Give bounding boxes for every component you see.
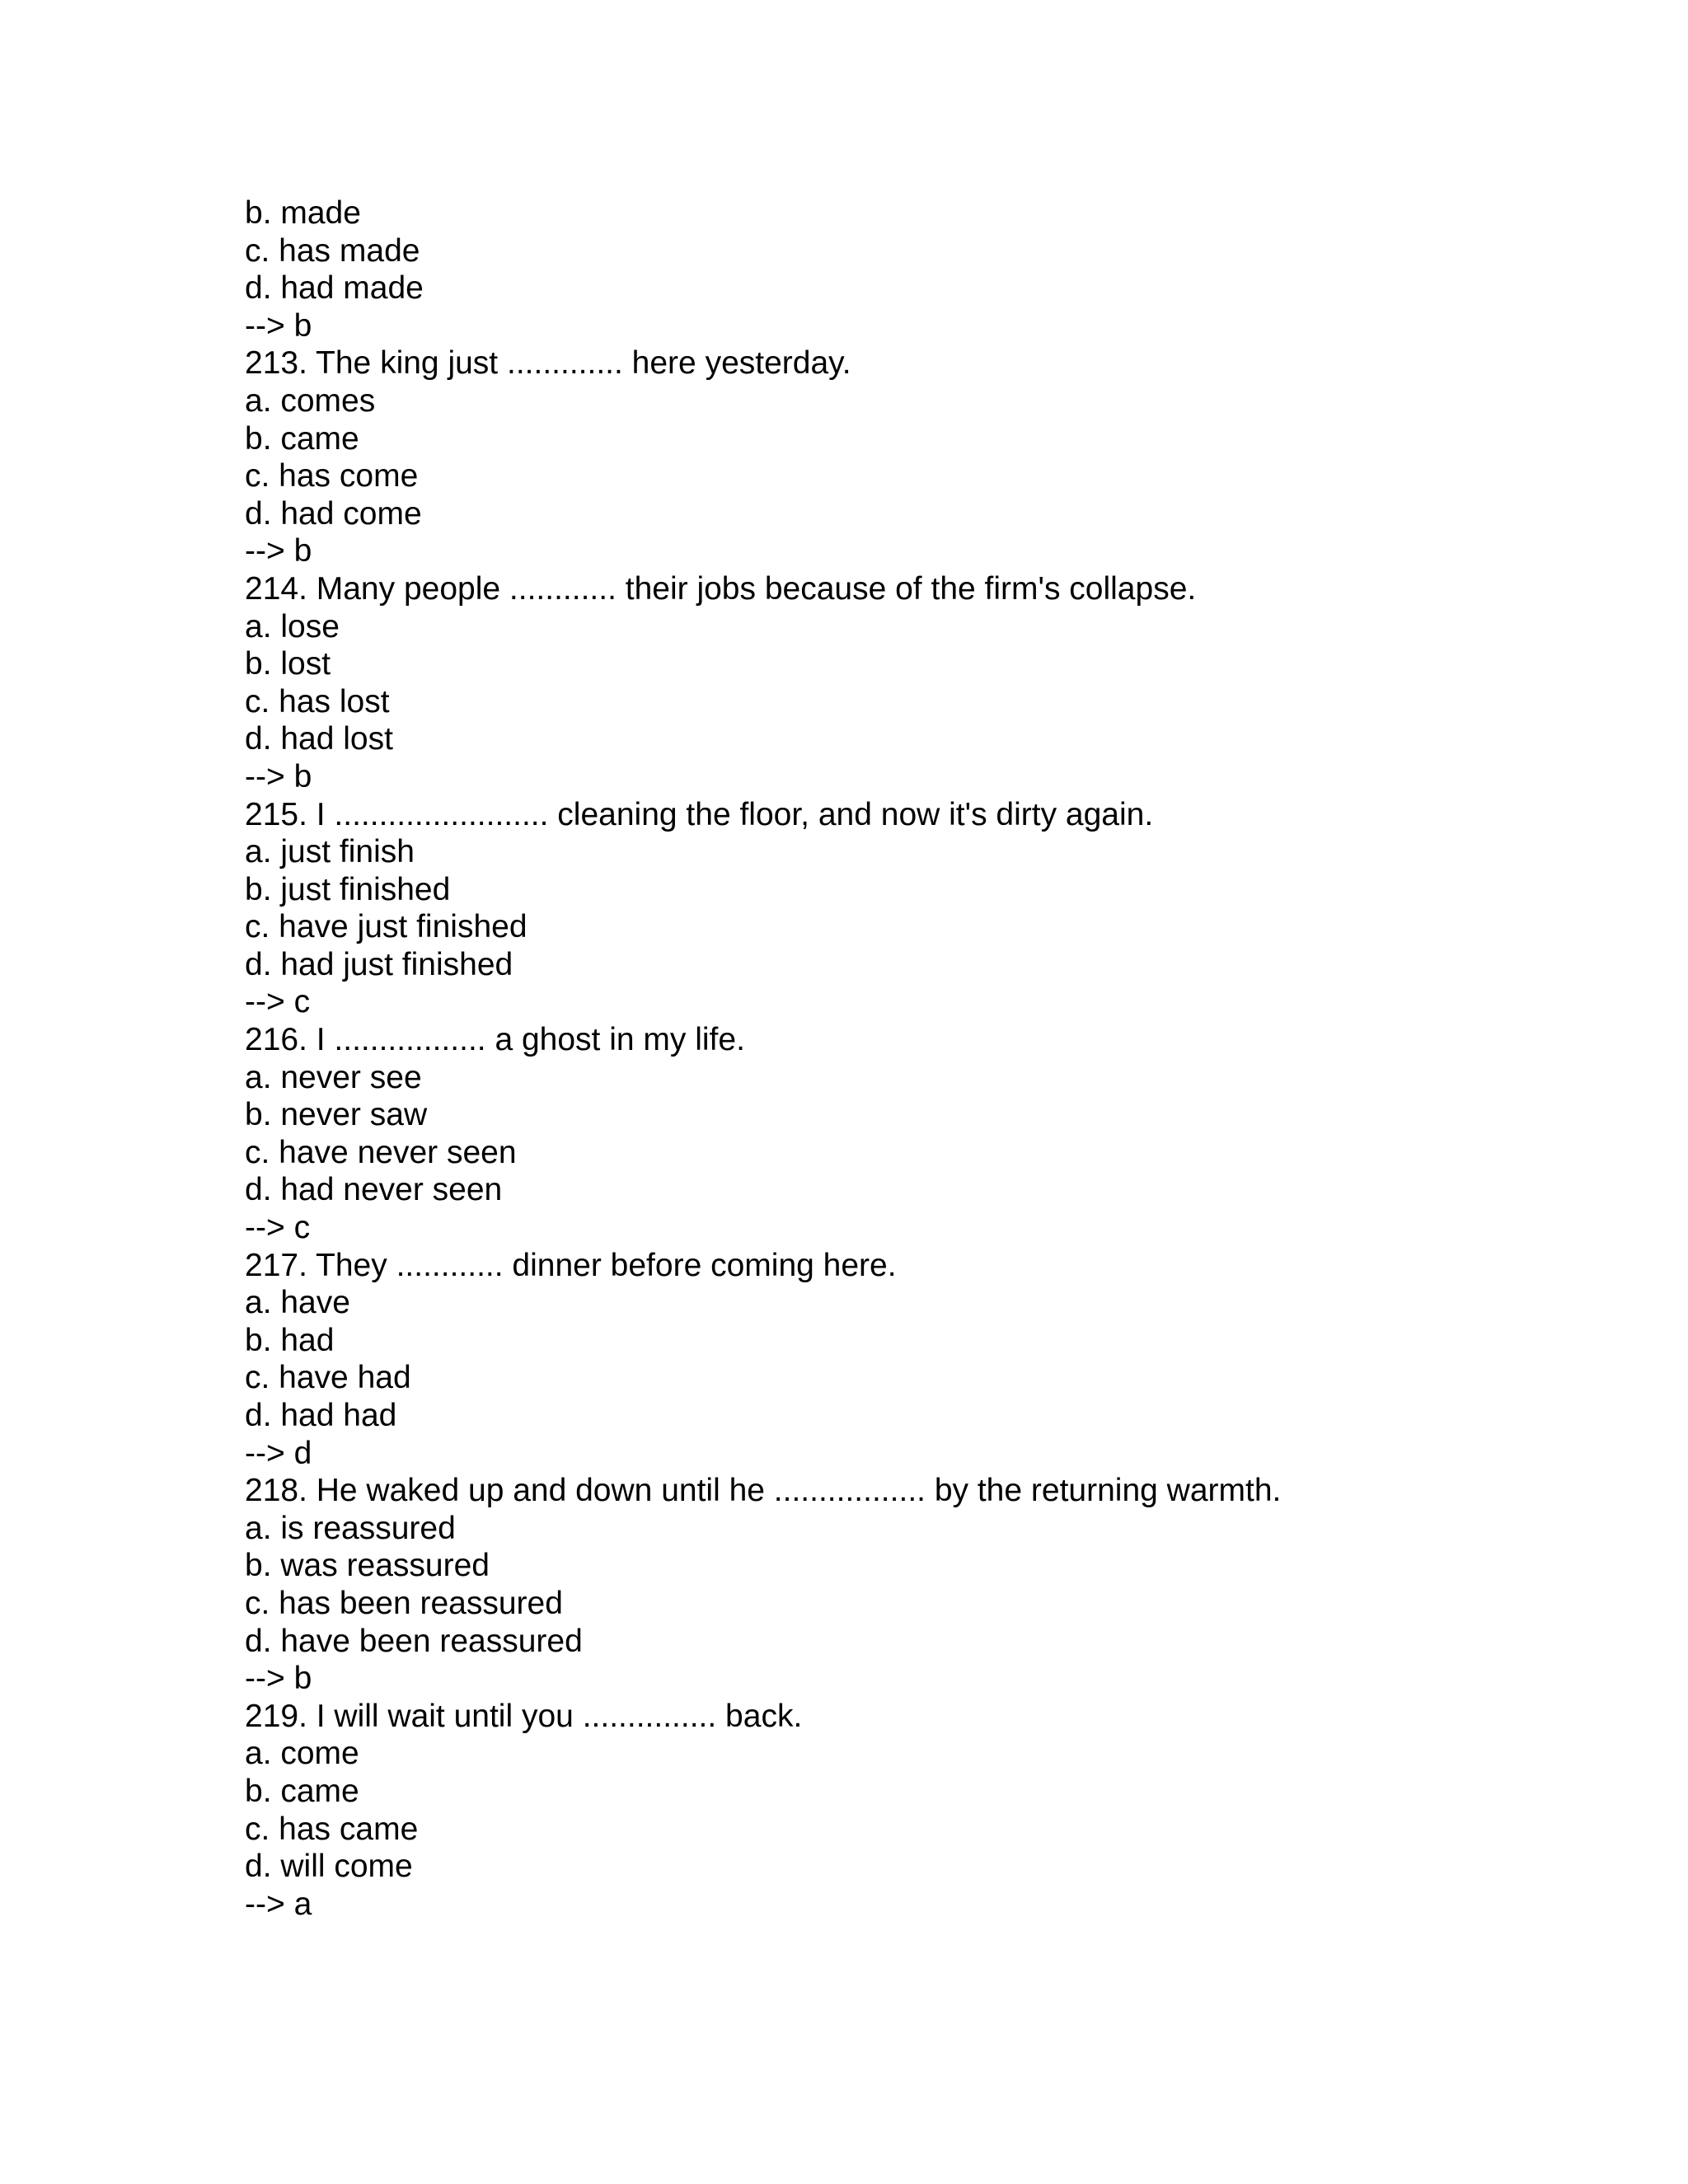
answer-option: b. was reassured <box>245 1548 490 1584</box>
answer-key: --> b <box>245 758 312 794</box>
answer-option: c. has been reassured <box>245 1585 563 1621</box>
answer-option: d. had made <box>245 270 424 307</box>
answer-option: d. will come <box>245 1849 413 1885</box>
answer-option: a. is reassured <box>245 1510 456 1546</box>
question-list <box>245 194 1646 1923</box>
answer-option: b. came <box>245 1773 359 1809</box>
question-text: 216. I ................. a ghost in my life. <box>245 1022 745 1058</box>
answer-option: a. never see <box>245 1059 422 1095</box>
answer-option: d. had had <box>245 1398 397 1433</box>
answer-option: a. come <box>245 1736 359 1772</box>
answer-key: --> b <box>245 307 312 344</box>
answer-option: a. lose <box>245 608 340 644</box>
question-text: 218. He waked up and down until he ................. by the returning warmth. <box>245 1473 1282 1509</box>
answer-option: c. have never seen <box>245 1134 517 1170</box>
answer-option: d. had lost <box>245 721 393 757</box>
answer-option: c. has came <box>245 1811 419 1847</box>
answer-option: b. came <box>245 420 359 457</box>
answer-option: c. have just finished <box>245 909 528 945</box>
answer-key: --> d <box>245 1435 312 1471</box>
answer-option: d. had come <box>245 495 422 532</box>
answer-option: c. has come <box>245 458 419 494</box>
answer-option: b. never saw <box>245 1097 428 1133</box>
answer-option: a. comes <box>245 382 376 419</box>
answer-key: --> b <box>245 533 312 569</box>
answer-key: --> c <box>245 984 311 1020</box>
question-text: 213. The king just ............. here yesterday. <box>245 345 851 382</box>
answer-option: c. has made <box>245 232 420 269</box>
answer-option: d. had just finished <box>245 946 513 982</box>
answer-option: b. made <box>245 195 361 231</box>
question-text: 215. I ........................ cleaning the floor, and now it's dirty again. <box>245 796 1154 832</box>
question-text: 219. I will wait until you ............... back. <box>245 1698 803 1734</box>
answer-option: b. just finished <box>245 871 451 907</box>
answer-key: --> b <box>245 1661 312 1697</box>
answer-option: c. has lost <box>245 683 390 719</box>
answer-option: a. just finish <box>245 834 415 870</box>
answer-option: b. had <box>245 1322 335 1358</box>
question-text: 214. Many people ............ their jobs because of the firm's collapse. <box>245 570 1197 607</box>
answer-option: a. have <box>245 1285 350 1321</box>
answer-key: --> a <box>245 1886 312 1922</box>
question-text: 217. They ............ dinner before coming here. <box>245 1247 897 1283</box>
answer-option: d. have been reassured <box>245 1623 583 1659</box>
answer-option: c. have had <box>245 1360 411 1396</box>
answer-option: d. had never seen <box>245 1172 503 1208</box>
answer-key: --> c <box>245 1210 311 1246</box>
answer-option: b. lost <box>245 646 331 682</box>
